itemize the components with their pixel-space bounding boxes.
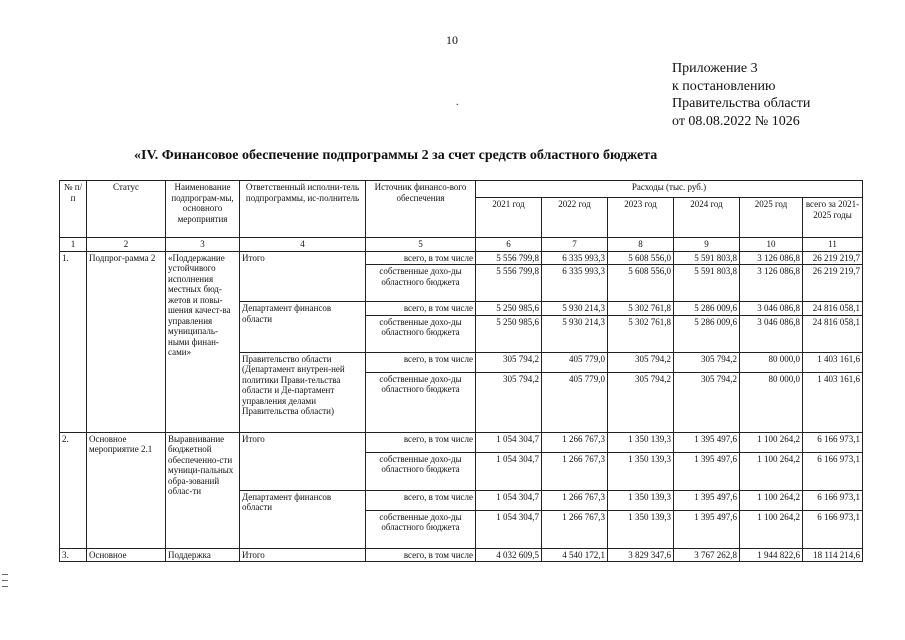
value-cell: 3 126 086,8 [740,251,803,265]
header-status: Статус [87,181,166,238]
row-source: собственные дохо-ды областного бюджета [366,315,476,352]
header-expenses: Расходы (тыс. руб.) [476,181,863,198]
row-source: собственные дохо-ды областного бюджета [366,265,476,302]
header-name: Наименование подпрограм-мы, основного мероприятия [166,181,240,238]
value-cell: 1 266 767,3 [542,452,608,490]
value-cell: 1 395 497,6 [674,510,740,548]
header-2023: 2023 год [608,198,674,238]
row-source: всего, в том числе [366,251,476,265]
col-number: 1 [60,238,87,252]
appendix-line-4: от 08.08.2022 № 1026 [672,113,800,129]
value-cell: 5 286 009,6 [674,315,740,352]
row-status: Основное мероприятие 2.1 [87,432,166,548]
value-cell: 1 350 139,3 [608,510,674,548]
value-cell: 405 779,0 [542,352,608,372]
value-cell: 1 395 497,6 [674,490,740,510]
col-number: 9 [674,238,740,252]
value-cell: 305 794,2 [674,372,740,432]
value-cell: 1 395 497,6 [674,452,740,490]
row-responsible: Итого [240,251,366,302]
value-cell: 1 054 304,7 [476,510,542,548]
header-total: всего за 2021-2025 годы [803,198,863,238]
value-cell: 6 166 973,1 [803,432,863,452]
scan-dot: . [456,97,459,108]
value-cell: 1 100 264,2 [740,452,803,490]
value-cell: 6 166 973,1 [803,490,863,510]
row-source: собственные дохо-ды областного бюджета [366,372,476,432]
row-source: всего, в том числе [366,302,476,316]
row-source: собственные дохо-ды областного бюджета [366,510,476,548]
value-cell: 1 054 304,7 [476,490,542,510]
value-cell: 24 816 058,1 [803,302,863,316]
value-cell: 1 100 264,2 [740,490,803,510]
appendix-line-2: к постановлению [672,78,776,94]
appendix-line-3: Правительства области [672,96,811,111]
value-cell: 3 829 347,6 [608,548,674,562]
row-responsible: Итого [240,432,366,490]
section-heading: «IV. Финансовое обеспечение подпрограммы 2 за счет средств областного бюджета [134,148,658,163]
value-cell: 1 100 264,2 [740,432,803,452]
value-cell: 5 591 803,8 [674,251,740,265]
header-responsible: Ответственный исполни-тель подпрограммы, ис-полнитель [240,181,366,238]
col-number: 5 [366,238,476,252]
value-cell: 5 286 009,6 [674,302,740,316]
value-cell: 3 046 086,8 [740,302,803,316]
value-cell: 5 302 761,8 [608,302,674,316]
value-cell: 5 250 985,6 [476,302,542,316]
row-responsible: Департамент финансов области [240,302,366,353]
value-cell: 305 794,2 [674,352,740,372]
value-cell: 24 816 058,1 [803,315,863,352]
value-cell: 80 000,0 [740,352,803,372]
value-cell: 1 266 767,3 [542,490,608,510]
value-cell: 3 767 262,8 [674,548,740,562]
value-cell: 1 054 304,7 [476,452,542,490]
row-num: 3. [60,548,87,562]
header-num: № п/п [60,181,87,238]
value-cell: 5 608 556,0 [608,265,674,302]
value-cell: 5 930 214,3 [542,302,608,316]
value-cell: 1 403 161,6 [803,352,863,372]
value-cell: 1 403 161,6 [803,372,863,432]
value-cell: 6 166 973,1 [803,510,863,548]
value-cell: 26 219 219,7 [803,265,863,302]
value-cell: 6 166 973,1 [803,452,863,490]
row-source: всего, в том числе [366,432,476,452]
value-cell: 5 930 214,3 [542,315,608,352]
value-cell: 5 608 556,0 [608,251,674,265]
value-cell: 1 350 139,3 [608,452,674,490]
value-cell: 6 335 993,3 [542,251,608,265]
margin-mark [2,574,8,575]
value-cell: 3 126 086,8 [740,265,803,302]
row-responsible: Департамент финансов области [240,490,366,548]
appendix-line-1: Приложение 3 [672,61,758,76]
value-cell: 405 779,0 [542,372,608,432]
header-source: Источник финансо-вого обеспечения [366,181,476,238]
row-status: Основное [87,548,166,562]
col-number: 2 [87,238,166,252]
header-2024: 2024 год [674,198,740,238]
value-cell: 4 540 172,1 [542,548,608,562]
value-cell: 1 054 304,7 [476,432,542,452]
row-name: Выравнивание бюджетной обеспеченно-сти муници-пальных обра-зований облас-ти [166,432,240,548]
value-cell: 305 794,2 [608,352,674,372]
row-source: всего, в том числе [366,490,476,510]
col-number: 10 [740,238,803,252]
value-cell: 1 100 264,2 [740,510,803,548]
value-cell: 80 000,0 [740,372,803,432]
value-cell: 4 032 609,5 [476,548,542,562]
value-cell: 3 046 086,8 [740,315,803,352]
value-cell: 305 794,2 [608,372,674,432]
value-cell: 1 266 767,3 [542,432,608,452]
value-cell: 1 350 139,3 [608,490,674,510]
header-2022: 2022 год [542,198,608,238]
value-cell: 1 266 767,3 [542,510,608,548]
row-responsible: Итого [240,548,366,562]
row-source: собственные дохо-ды областного бюджета [366,452,476,490]
row-source: всего, в том числе [366,548,476,562]
col-number: 6 [476,238,542,252]
row-name: «Поддержание устойчивого исполнения местных бюд-жетов и повы-шения качест-ва управления муниципаль-ными финан-сами» [166,251,240,432]
page-number: 10 [446,33,458,47]
header-2021: 2021 год [476,198,542,238]
value-cell: 305 794,2 [476,372,542,432]
value-cell: 5 250 985,6 [476,315,542,352]
appendix-block [672,60,810,130]
margin-mark [2,586,8,587]
value-cell: 26 219 219,7 [803,251,863,265]
value-cell: 1 944 822,6 [740,548,803,562]
row-status: Подпрог-рамма 2 [87,251,166,432]
financing-table [59,180,863,562]
value-cell: 18 114 214,6 [803,548,863,562]
value-cell: 5 556 799,8 [476,265,542,302]
value-cell: 5 556 799,8 [476,251,542,265]
col-number: 8 [608,238,674,252]
col-number: 4 [240,238,366,252]
value-cell: 1 350 139,3 [608,432,674,452]
col-number: 3 [166,238,240,252]
header-2025: 2025 год [740,198,803,238]
row-num: 1. [60,251,87,432]
col-number: 7 [542,238,608,252]
value-cell: 6 335 993,3 [542,265,608,302]
row-name: Поддержка [166,548,240,562]
value-cell: 305 794,2 [476,352,542,372]
row-source: всего, в том числе [366,352,476,372]
row-responsible: Правительство области (Департамент внутрен-ней политики Прави-тельства области и Де-партамент управления делами Правительства области) [240,352,366,432]
value-cell: 5 302 761,8 [608,315,674,352]
value-cell: 1 395 497,6 [674,432,740,452]
value-cell: 5 591 803,8 [674,265,740,302]
col-number: 11 [803,238,863,252]
margin-mark [2,580,8,581]
row-num: 2. [60,432,87,548]
